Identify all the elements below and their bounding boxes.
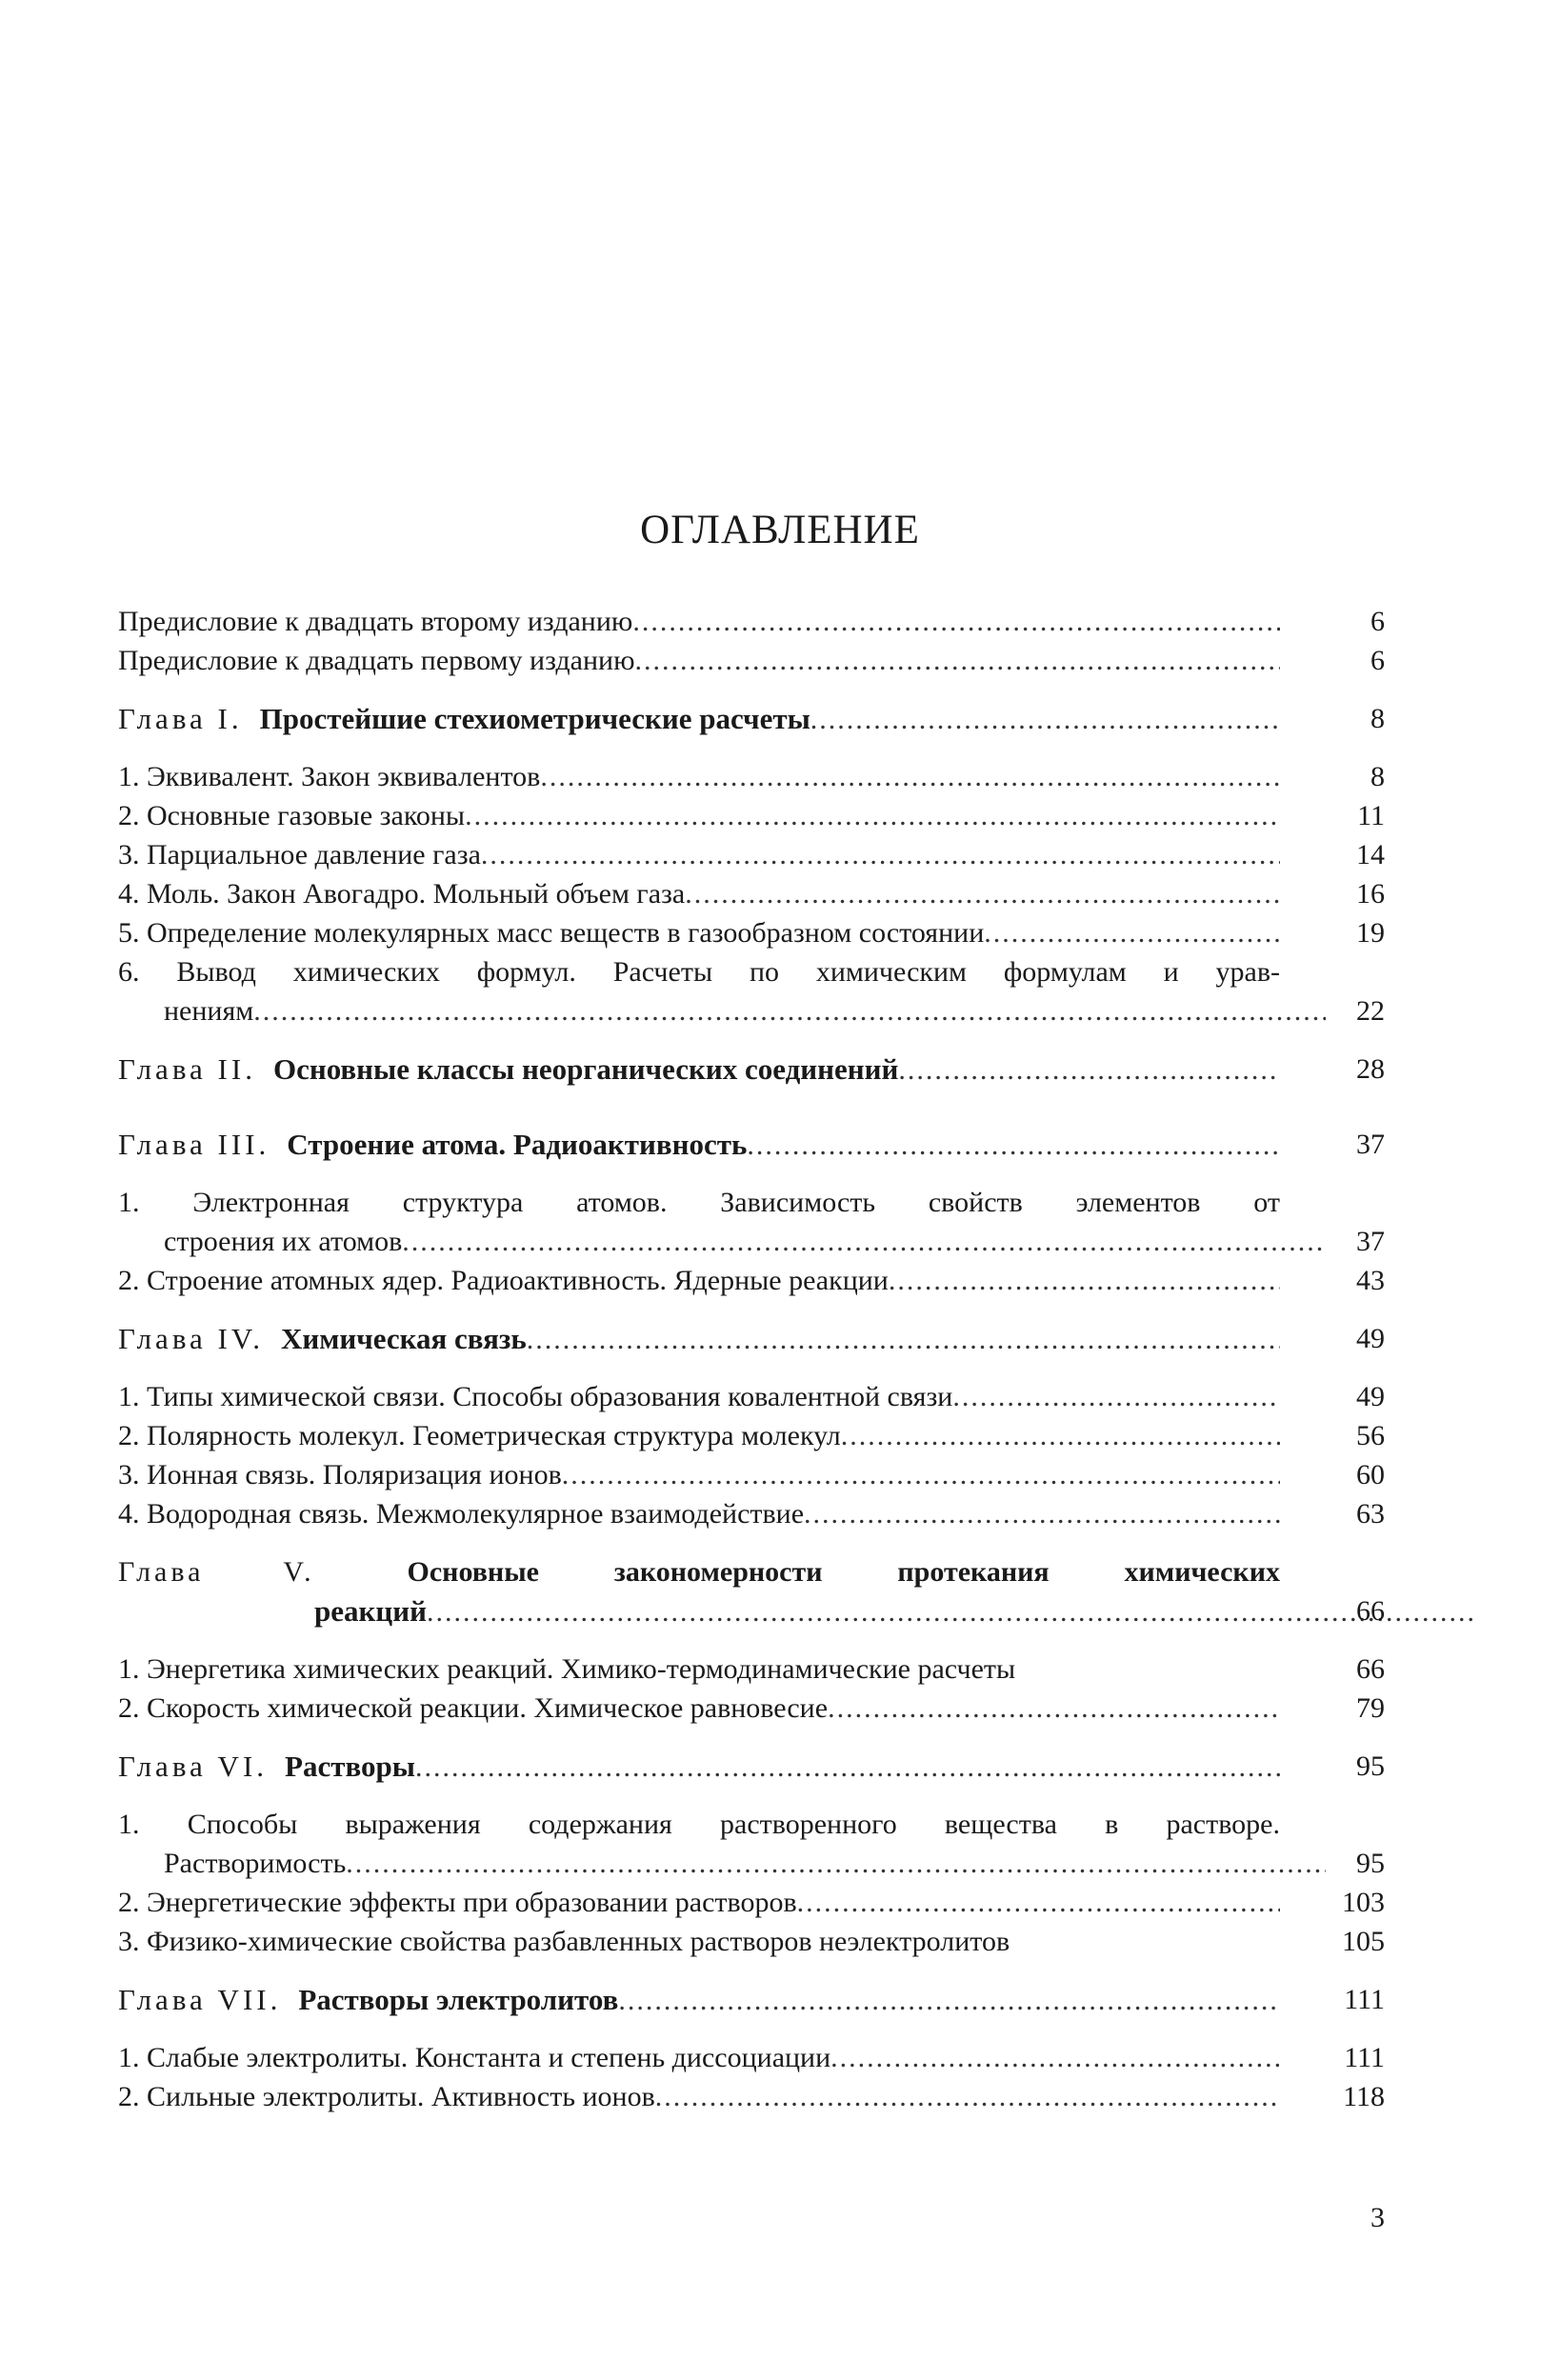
entry-text: нениям: [164, 995, 254, 1027]
leader-dots: [346, 1844, 1326, 1883]
chapter-prefix: Глава II.: [118, 1052, 256, 1086]
page-ref: 37: [1356, 1226, 1385, 1257]
page-ref: 95: [1356, 1750, 1385, 1782]
entry-text: Растворимость: [164, 1848, 347, 1879]
toc-entry-line: [118, 1222, 1385, 1261]
entry-text: Предисловие к двадцать второму изданию: [118, 606, 633, 637]
entry-text: 5. Определение молекулярных масс веществ в газообразном состоянии: [118, 917, 985, 949]
toc-entry: [118, 641, 1385, 680]
toc-entry: [118, 796, 1385, 835]
entry-text: 1. Слабые электролиты. Константа и степень диссоциации: [118, 2042, 831, 2073]
page-ref: 95: [1356, 1848, 1385, 1879]
entry-text: Предисловие к двадцать первому изданию: [118, 645, 635, 676]
leader-dots: [632, 602, 1280, 641]
page-ref: 118: [1343, 2081, 1385, 2112]
leader-dots: [898, 1050, 1280, 1089]
page-ref: 66: [1356, 1653, 1385, 1685]
chapter-heading: [118, 1050, 1385, 1089]
toc-entry: [118, 2038, 1385, 2077]
chapter-name: Основные закономерности протекания химических: [407, 1556, 1280, 1588]
page-ref: 6: [1370, 645, 1385, 676]
leader-dots: [415, 1748, 1280, 1786]
leader-dots: [952, 1377, 1280, 1416]
page-ref: 111: [1344, 1984, 1385, 2015]
chapter-heading: [118, 1319, 1385, 1358]
chapter-heading-cont: [118, 1591, 1385, 1630]
leader-dots: [402, 1222, 1326, 1261]
leader-dots: [797, 1883, 1280, 1922]
entry-text: 4. Моль. Закон Авогадро. Мольный объем газа: [118, 878, 686, 910]
page-ref: 49: [1356, 1381, 1385, 1412]
page-ref: 105: [1342, 1926, 1385, 1957]
toc-entry-line: [118, 991, 1385, 1030]
chapter-name: Основные классы неорганических соединений: [272, 1052, 899, 1086]
toc-entry-line: [118, 1183, 1385, 1222]
toc-entry: [118, 602, 1385, 641]
entry-text: 3. Физико-химические свойства разбавленных растворов неэлектролитов: [118, 1926, 1010, 1957]
toc-entry: [118, 1261, 1385, 1300]
page-ref: 60: [1356, 1459, 1385, 1490]
toc-entry: [118, 757, 1385, 796]
toc-entry: [118, 1416, 1385, 1455]
page-title: ОГЛАВЛЕНИЕ: [640, 508, 920, 552]
page-ref: 8: [1370, 703, 1385, 734]
leader-dots: [830, 2038, 1280, 2077]
chapter-prefix: Глава III.: [118, 1128, 270, 1161]
entry-text: 1. Эквивалент. Закон эквивалентов: [118, 761, 541, 792]
entry-text: строения их атомов: [164, 1226, 403, 1257]
page-ref: 22: [1356, 995, 1385, 1027]
leader-dots: [540, 757, 1280, 796]
entry-text: 4. Водородная связь. Межмолекулярное взаимодействие: [118, 1498, 805, 1530]
chapter-name: Строение атома. Радиоактивность: [287, 1128, 748, 1161]
leader-dots: [481, 835, 1280, 874]
toc-entry-line: [118, 1805, 1385, 1844]
page-ref: 43: [1356, 1265, 1385, 1296]
page-ref: 103: [1342, 1887, 1385, 1918]
chapter-heading: [118, 699, 1385, 738]
toc-entry-line: [118, 1844, 1385, 1883]
leader-dots: [984, 913, 1280, 952]
leader-dots: [804, 1494, 1280, 1533]
entry-text: 2. Основные газовые законы: [118, 800, 466, 831]
page-ref: 49: [1356, 1323, 1385, 1354]
page-ref: 37: [1356, 1129, 1385, 1160]
page-ref: 16: [1356, 878, 1385, 910]
chapter-prefix: Глава VI.: [118, 1750, 269, 1783]
page-ref: 19: [1356, 917, 1385, 949]
entry-text: 2. Полярность молекул. Геометрическая структура молекул: [118, 1420, 841, 1451]
leader-dots: [841, 1416, 1280, 1455]
leader-dots: [889, 1261, 1280, 1300]
chapter-name: Растворы: [285, 1750, 415, 1783]
toc-entry: [118, 1377, 1385, 1416]
chapter-prefix: Глава V.: [118, 1556, 315, 1588]
table-of-contents: [118, 602, 1385, 2116]
chapter-prefix: Глава I.: [118, 702, 243, 735]
toc-entry-line: [118, 952, 1385, 991]
leader-dots: [747, 1126, 1280, 1164]
leader-dots: [527, 1320, 1280, 1358]
entry-text: 1. Энергетика химических реакций. Химико-термодинамические расчеты: [118, 1653, 1016, 1685]
entry-text: 3. Парциальное давление газа: [118, 839, 481, 870]
page-ref: 8: [1370, 761, 1385, 792]
leader-dots: [562, 1455, 1280, 1494]
leader-dots: [253, 991, 1326, 1030]
entry-text: 1. Типы химической связи. Способы образования ковалентной связи: [118, 1381, 953, 1412]
chapter-name: Простейшие стехиометрические расчеты: [259, 702, 810, 735]
toc-entry: [118, 874, 1385, 913]
toc-entry: [118, 1689, 1385, 1728]
chapter-prefix: Глава IV.: [118, 1322, 265, 1355]
toc-entry: [118, 913, 1385, 952]
page-number: 3: [1370, 2202, 1385, 2233]
page-ref: 66: [1356, 1595, 1385, 1627]
chapter-heading: [118, 1552, 1385, 1591]
toc-entry: [118, 1455, 1385, 1494]
leader-dots: [828, 1689, 1280, 1728]
page-ref: 14: [1356, 839, 1385, 870]
page-ref: 28: [1356, 1053, 1385, 1085]
entry-text: 2. Сильные электролиты. Активность ионов: [118, 2081, 655, 2112]
page-ref: 11: [1357, 800, 1385, 831]
chapter-name: Химическая связь: [281, 1322, 527, 1355]
entry-text: 1. Способы выражения содержания растворенного вещества в растворе.: [118, 1809, 1280, 1840]
entry-text: 2. Энергетические эффекты при образовании растворов: [118, 1887, 797, 1918]
toc-entry: [118, 1494, 1385, 1533]
entry-text: 2. Скорость химической реакции. Химическое равновесие: [118, 1692, 829, 1724]
leader-dots: [810, 700, 1280, 738]
entry-text: 2. Строение атомных ядер. Радиоактивность. Ядерные реакции: [118, 1265, 889, 1296]
toc-entry: [118, 1922, 1385, 1961]
chapter-heading: [118, 1125, 1385, 1164]
page-ref: 63: [1356, 1498, 1385, 1530]
toc-entry: [118, 1650, 1385, 1689]
chapter-heading: [118, 1980, 1385, 2019]
toc-entry: [118, 1883, 1385, 1922]
entry-text: 6. Вывод химических формул. Расчеты по химическим формулам и урав-: [118, 956, 1280, 988]
page-ref: 56: [1356, 1420, 1385, 1451]
leader-dots: [655, 2077, 1280, 2116]
toc-entry: [118, 2077, 1385, 2116]
leader-dots: [465, 796, 1280, 835]
chapter-heading: [118, 1747, 1385, 1786]
toc-entry: [118, 835, 1385, 874]
chapter-prefix: Глава VII.: [118, 1983, 282, 2016]
page-ref: 111: [1344, 2042, 1385, 2073]
leader-dots: [635, 641, 1280, 680]
entry-text: 1. Электронная структура атомов. Зависимость свойств элементов от: [118, 1187, 1280, 1218]
entry-text: 3. Ионная связь. Поляризация ионов: [118, 1459, 562, 1490]
leader-dots: [685, 874, 1280, 913]
page-ref: 79: [1356, 1692, 1385, 1724]
chapter-name: реакций: [314, 1594, 427, 1628]
page-ref: 6: [1370, 606, 1385, 637]
leader-dots: [618, 1981, 1280, 2019]
chapter-name: Растворы электролитов: [298, 1983, 619, 2016]
